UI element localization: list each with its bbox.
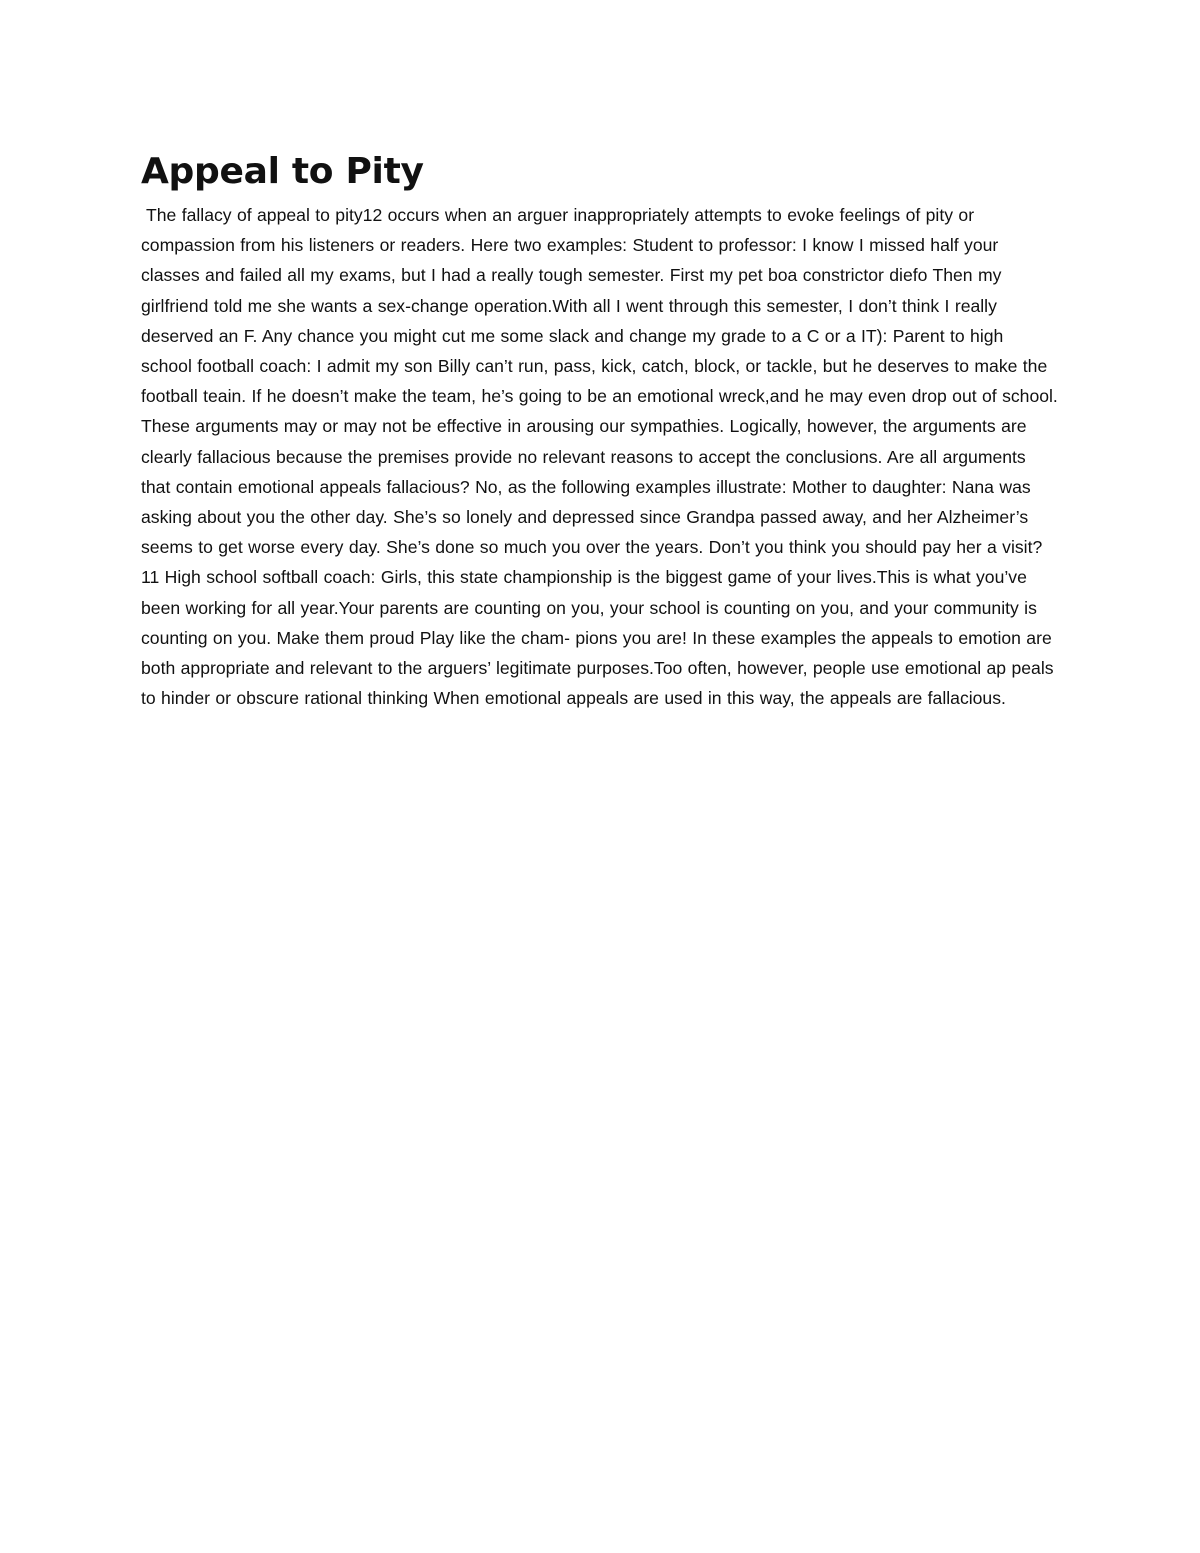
document-content [141, 148, 1059, 713]
page-title: Appeal to Pity [141, 151, 424, 192]
body-paragraph: The fallacy of appeal to pity12 occurs when an arguer inappropriately attempts to evoke feelings of pity or compassion from his listeners or readers. Here two examples: Student to professor: I know I missed half your classes and failed all my exams, but I had a really tough semester. First my pet boa constrictor diefo Then my girlfriend told me she wants a sex-change operation.With all I went through this semester, I don’t think I really deserved an F. Any chance you might cut me some slack and change my grade to a C or a IT): Parent to high school football coach: I admit my son Billy can’t run, pass, kick, catch, block, or tackle, but he deserves to make the football teain. If he doesn’t make the team, he’s going to be an emotional wreck,and he may even drop out of school. These arguments may or may not be effective in arousing our sympathies. Logically, however, the arguments are clearly fallacious because the premises provide no relevant reasons to accept the conclusions. Are all arguments that contain emotional appeals fallacious? No, as the following examples illustrate: Mother to daughter: Nana was asking about you the other day. She’s so lonely and depressed since Grandpa passed away, and her Alzheimer’s seems to get worse every day. She’s done so much you over the years. Don’t you think you should pay her a visit? 11 High school softball coach: Girls, this state championship is the biggest game of your lives.This is what you’ve been working for all year.Your parents are counting on you, your school is counting on you, and your community is counting on you. Make them proud Play like the cham- pions you are! In these examples the appeals to emotion are both appropriate and relevant to the arguers’ legitimate purposes.Too often, however, people use emotional ap peals to hinder or obscure rational thinking When emotional appeals are used in this way, the appeals are fallacious. [141, 205, 1058, 709]
